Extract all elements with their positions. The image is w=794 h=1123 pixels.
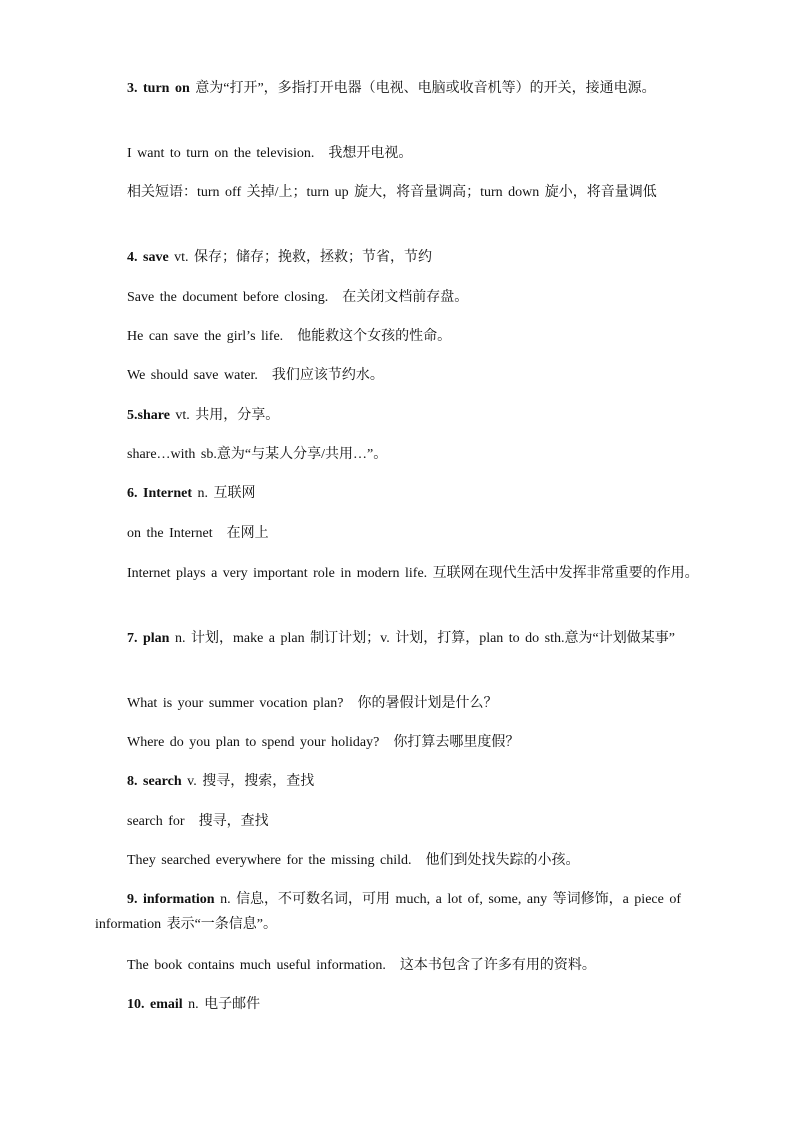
entry-definition: n. 互联网 [197, 486, 256, 501]
entry-share-definition [95, 403, 702, 428]
example-chinese: 在关闭文档前存盘。 [342, 290, 469, 305]
entry-plan-definition [95, 626, 702, 651]
example-sentence [95, 141, 702, 166]
related-phrases-text: 相关短语：turn off 关掉/上；turn up 旋大，将音量调高；turn down 旋小，将音量调低 [127, 185, 657, 200]
entry-internet-definition [95, 481, 702, 506]
entry-term: 8. search [127, 774, 182, 789]
example-sentence [95, 285, 702, 310]
entry-term: 7. plan [127, 631, 170, 646]
example-english: He can save the girl’s life. [127, 329, 284, 344]
entry-definition: n. 电子邮件 [188, 997, 261, 1012]
entry-term: 4. save [127, 250, 169, 265]
example-sentence [95, 324, 702, 349]
example-sentence [95, 442, 702, 467]
entry-definition: vt. 保存；储存；挽救，拯救；节省，节约 [174, 250, 433, 265]
example-text: share…with sb.意为“与某人分享/共用…”。 [127, 447, 388, 462]
entry-email-definition [95, 992, 702, 1017]
example-sentence [95, 691, 702, 716]
entry-search-definition [95, 769, 702, 794]
example-chinese: 他们到处找失踪的小孩。 [425, 853, 580, 868]
example-text: Internet plays a very important role in modern life. 互联网在现代生活中发挥非常重要的作用。 [127, 566, 699, 581]
example-sentence [95, 953, 702, 978]
example-sentence [95, 363, 702, 388]
entry-save-definition [95, 245, 702, 270]
entry-term: 9. information [127, 892, 215, 907]
example-english: They searched everywhere for the missing child. [127, 853, 412, 868]
example-english: The book contains much useful information. [127, 958, 386, 973]
example-chinese: 搜寻，查找 [198, 814, 269, 829]
example-sentence [95, 809, 702, 834]
entry-definition: vt. 共用，分享。 [175, 408, 280, 423]
example-sentence [95, 561, 702, 586]
example-sentence [95, 730, 702, 755]
entry-term: 3. turn on [127, 81, 190, 96]
related-phrases [95, 180, 702, 205]
entry-definition: n. 计划，make a plan 制订计划；v. 计划，打算，plan to do sth.意为“计划做某事” [174, 631, 675, 646]
entry-definition: n. 信息，不可数名词，可用 much, a lot of, some, any 等词修饰，a piece of information 表示“一条信息”。 [95, 892, 681, 932]
entry-term: 6. Internet [127, 486, 192, 501]
example-sentence [95, 848, 702, 873]
entry-term: 10. email [127, 997, 183, 1012]
example-chinese: 这本书包含了许多有用的资料。 [399, 958, 596, 973]
example-english: We should save water. [127, 368, 258, 383]
example-chinese: 我们应该节约水。 [271, 368, 384, 383]
example-english: I want to turn on the television. [127, 146, 315, 161]
example-chinese: 在网上 [226, 526, 269, 541]
example-english: search for [127, 814, 185, 829]
example-chinese: 你的暑假计划是什么？ [357, 696, 498, 711]
example-english: on the Internet [127, 526, 213, 541]
entry-term: 5.share [127, 408, 170, 423]
example-english: Save the document before closing. [127, 290, 329, 305]
entry-information-definition [95, 887, 702, 937]
example-english: Where do you plan to spend your holiday? [127, 735, 380, 750]
entry-definition: 意为“打开”，多指打开电器（电视、电脑或收音机等）的开关，接通电源。 [195, 81, 656, 96]
example-chinese: 你打算去哪里度假？ [393, 735, 520, 750]
example-sentence [95, 521, 702, 546]
entry-turn-on-definition [95, 76, 702, 101]
entry-definition: v. 搜寻，搜索，查找 [187, 774, 315, 789]
example-chinese: 我想开电视。 [328, 146, 413, 161]
example-chinese: 他能救这个女孩的性命。 [297, 329, 452, 344]
example-english: What is your summer vocation plan? [127, 696, 344, 711]
